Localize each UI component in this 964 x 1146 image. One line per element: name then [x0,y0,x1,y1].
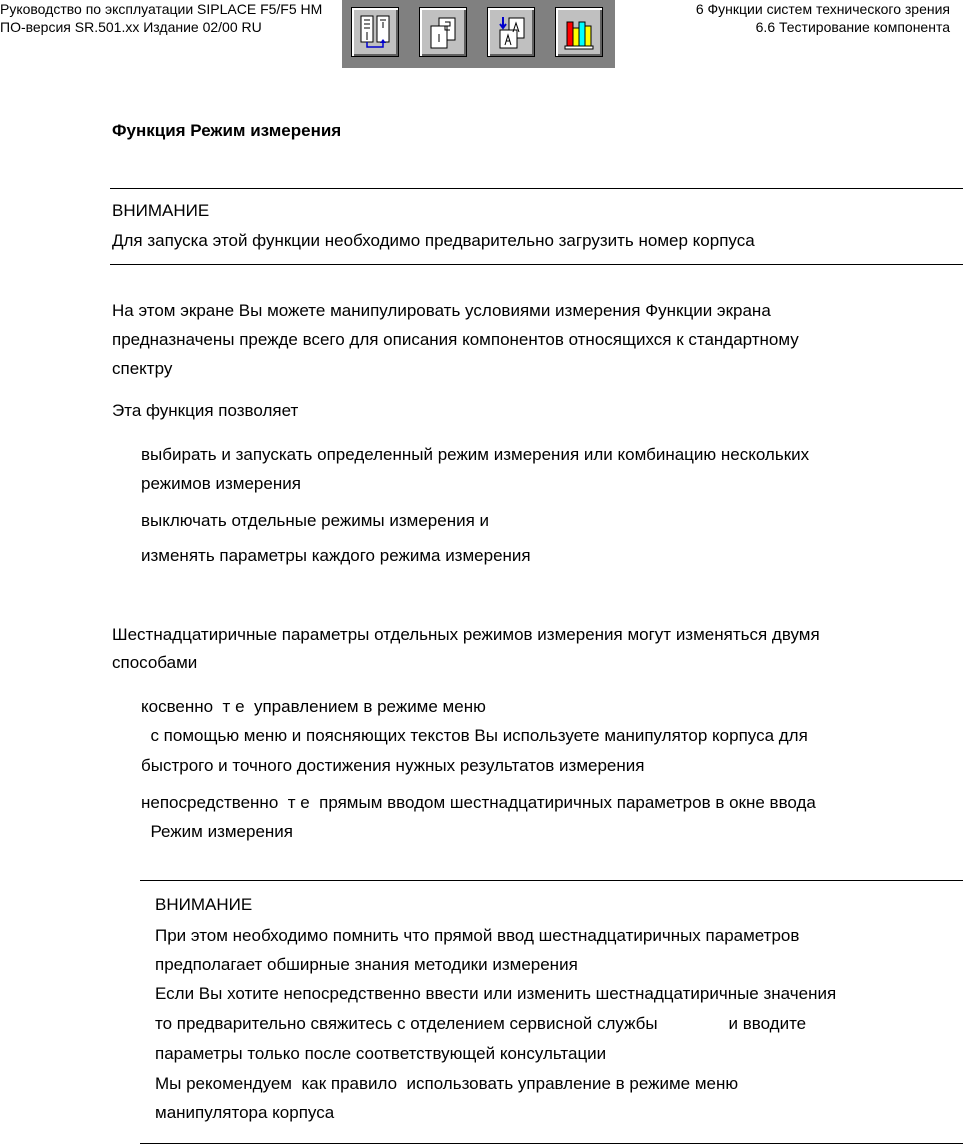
header-version: ПО-версия SR.501.xx Издание 02/00 RU [0,19,262,35]
attention-line: При этом необходимо помнить что прямой ввод шестнадцатиричных параметров [155,926,800,945]
list-item: Режим измерения [141,822,294,841]
list-item: изменять параметры каждого режима измерения [141,546,531,565]
attention-line: параметры только после соответствующей консультации [155,1044,607,1063]
divider [110,264,963,265]
list-item: косвенно т е управлением в режиме меню [141,697,486,716]
intro-line: На этом экране Вы можете манипулировать условиями измерения Функции экрана [112,301,771,320]
navigation-toolbar [342,0,615,68]
page-navigation-icon [359,14,391,50]
pages-icon [427,14,459,50]
library-button[interactable] [555,7,603,57]
language-button[interactable] [487,7,535,57]
allows-text: Эта функция позволяет [112,401,299,420]
attention-text: Для запуска этой функции необходимо предварительно загрузить номер корпуса [112,231,755,250]
attention-heading: ВНИМАНИЕ [155,895,253,914]
pages-button[interactable] [419,7,467,57]
divider [110,188,963,189]
intro-line: спектру [112,359,173,378]
header-manual-title: Руководство по эксплуатации SIPLACE F5/F5 HM [0,1,323,17]
attention-heading: ВНИМАНИЕ [112,201,210,220]
intro-line: предназначены прежде всего для описания компонентов относящихся к стандартному [112,330,799,349]
list-item: режимов измерения [141,474,301,493]
divider [140,1143,963,1144]
list-item: выбирать и запускать определенный режим измерения или комбинацию нескольких [141,445,810,464]
attention-line: то предварительно свяжитесь с отделением сервисной службы и вводите [155,1014,807,1033]
hex-line: Шестнадцатиричные параметры отдельных режимов измерения могут изменяться двумя [112,625,820,644]
header-chapter: 6 Функции систем технического зрения [695,1,950,17]
page-title: Функция Режим измерения [112,121,342,140]
language-icon [495,14,527,50]
list-item: быстрого и точного достижения нужных результатов измерения [141,756,645,775]
list-item: выключать отдельные режимы измерения и [141,511,490,530]
header-section: 6.6 Тестирование компонента [755,19,950,35]
divider [140,880,963,881]
attention-line: предполагает обширные знания методики измерения [155,955,578,974]
attention-line: Мы рекомендуем как правило использовать управление в режиме меню [155,1074,739,1093]
attention-line: манипулятора корпуса [155,1103,335,1122]
attention-line: Если Вы хотите непосредственно ввести или изменить шестнадцатиричные значения [155,984,837,1003]
library-books-icon [563,14,595,50]
hex-line: способами [112,653,198,672]
page-navigation-button[interactable] [351,7,399,57]
list-item: непосредственно т е прямым вводом шестнадцатиричных параметров в окне ввода [141,793,816,812]
list-item: с помощью меню и поясняющих текстов Вы используете манипулятор корпуса для [141,726,808,745]
